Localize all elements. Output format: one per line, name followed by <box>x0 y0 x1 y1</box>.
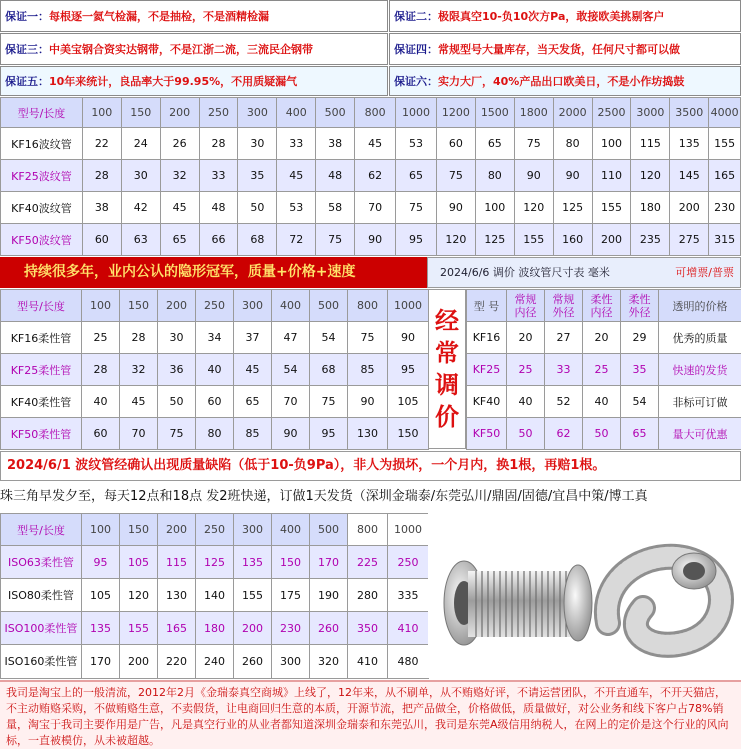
dim-cell: 62 <box>545 418 583 450</box>
note-cell: 非标可订做 <box>659 386 741 418</box>
price-cell: 30 <box>238 128 277 160</box>
price-cell: 150 <box>272 546 310 579</box>
price-cell: 32 <box>160 160 199 192</box>
row-name: KF25柔性管 <box>1 354 82 386</box>
vertical-char: 经 <box>435 307 459 335</box>
coiled-hose <box>607 553 721 645</box>
product-photo <box>428 513 741 678</box>
row-name: ISO100柔性管 <box>1 612 82 645</box>
price-cell: 125 <box>475 224 514 256</box>
price-cell: 65 <box>396 160 437 192</box>
guarantee-label: 保证三： <box>5 43 49 56</box>
dim-cell: 29 <box>621 322 659 354</box>
row-name: KF50波纹管 <box>1 224 83 256</box>
price-cell: 63 <box>121 224 160 256</box>
length-cell: 1000 <box>388 290 429 322</box>
row-name: KF16波纹管 <box>1 128 83 160</box>
length-cell: 800 <box>348 514 388 546</box>
price-cell: 75 <box>348 322 388 354</box>
price-cell: 35 <box>238 160 277 192</box>
price-cell: 45 <box>277 160 316 192</box>
dim-cell: 50 <box>507 418 545 450</box>
price-cell: 155 <box>592 192 631 224</box>
table-row <box>1 224 741 256</box>
price-cell: 90 <box>553 160 592 192</box>
price-cell: 175 <box>272 579 310 612</box>
table-row <box>467 354 741 386</box>
price-cell: 225 <box>348 546 388 579</box>
price-cell: 38 <box>316 128 355 160</box>
length-cell: 3000 <box>631 98 670 128</box>
guarantee-1 <box>0 0 388 32</box>
price-cell: 410 <box>348 645 388 679</box>
dim-cell: 54 <box>621 386 659 418</box>
price-cell: 70 <box>120 418 158 450</box>
guarantee-label: 保证一： <box>5 10 49 23</box>
table-row <box>467 386 741 418</box>
header-cell: 型号/长度 <box>1 290 82 322</box>
price-cell: 66 <box>199 224 238 256</box>
price-cell: 24 <box>121 128 160 160</box>
vertical-char: 常 <box>435 339 459 367</box>
row-name: KF16柔性管 <box>1 322 82 354</box>
guarantee-label: 保证四： <box>394 43 438 56</box>
price-cell: 350 <box>348 612 388 645</box>
length-cell: 2000 <box>553 98 592 128</box>
table-row <box>1 322 429 354</box>
price-cell: 28 <box>120 322 158 354</box>
price-cell: 170 <box>310 546 348 579</box>
bellows-price-table <box>0 97 741 256</box>
row-name: ISO63柔性管 <box>1 546 82 579</box>
slogan-banner: 持续很多年，业内公认的隐形冠军，质量+价格+速度 <box>0 257 427 288</box>
length-cell: 100 <box>82 98 121 128</box>
table-row <box>1 354 429 386</box>
guarantee-text: 每根逐一氦气检漏，不是抽检，不是酒精检漏 <box>49 10 269 23</box>
row-name: ISO160柔性管 <box>1 645 82 679</box>
price-cell: 70 <box>355 192 396 224</box>
price-cell: 34 <box>196 322 234 354</box>
length-cell: 800 <box>355 98 396 128</box>
price-cell: 54 <box>272 354 310 386</box>
table-row <box>467 418 741 450</box>
model-cell: KF50 <box>467 418 507 450</box>
price-cell: 280 <box>348 579 388 612</box>
length-cell: 1200 <box>436 98 475 128</box>
length-cell: 500 <box>310 290 348 322</box>
note-cell: 量大可优惠 <box>659 418 741 450</box>
length-cell: 200 <box>158 290 196 322</box>
price-cell: 135 <box>82 612 120 645</box>
length-cell: 300 <box>238 98 277 128</box>
table-header-row <box>1 290 429 322</box>
price-cell: 135 <box>234 546 272 579</box>
price-cell: 315 <box>709 224 741 256</box>
price-cell: 120 <box>514 192 553 224</box>
length-cell: 400 <box>272 290 310 322</box>
price-cell: 37 <box>234 322 272 354</box>
price-cell: 90 <box>436 192 475 224</box>
table-row <box>1 645 429 679</box>
price-cell: 54 <box>310 322 348 354</box>
row-name: KF40柔性管 <box>1 386 82 418</box>
price-cell: 32 <box>120 354 158 386</box>
price-cell: 42 <box>121 192 160 224</box>
dim-cell: 65 <box>621 418 659 450</box>
table-row <box>1 192 741 224</box>
table-row <box>1 418 429 450</box>
price-cell: 180 <box>196 612 234 645</box>
price-cell: 95 <box>82 546 120 579</box>
price-cell: 70 <box>272 386 310 418</box>
length-cell: 250 <box>196 290 234 322</box>
length-cell: 200 <box>160 98 199 128</box>
vertical-char: 调 <box>435 371 459 399</box>
length-cell: 150 <box>121 98 160 128</box>
length-cell: 1000 <box>396 98 437 128</box>
price-cell: 105 <box>82 579 120 612</box>
dim-cell: 50 <box>583 418 621 450</box>
guarantee-5 <box>0 66 388 96</box>
price-cell: 480 <box>388 645 429 679</box>
note-cell: 优秀的质量 <box>659 322 741 354</box>
length-cell: 2500 <box>592 98 631 128</box>
length-cell: 300 <box>234 514 272 546</box>
price-cell: 125 <box>196 546 234 579</box>
spec-date-note: 2024/6/6 调价 波纹管尺寸表 毫米 <box>440 266 610 279</box>
length-cell: 150 <box>120 514 158 546</box>
price-adjust-vertical <box>428 289 466 449</box>
price-cell: 130 <box>158 579 196 612</box>
price-cell: 65 <box>160 224 199 256</box>
price-cell: 33 <box>277 128 316 160</box>
guarantee-text: 极限真空10-负10次方Pa，敢接欧美挑剔客户 <box>438 10 665 23</box>
price-cell: 200 <box>120 645 158 679</box>
price-cell: 85 <box>234 418 272 450</box>
company-statement: 我司是淘宝上的一般清流，2012年2月《金瑞泰真空商城》上线了，12年来，从不刷单，从不贿赂好评，不请运营团队，不开直通车，不开天猫店，不主动贿赂采购，不做贿赂生意，不卖假货，让电商回归生意的本质，开源节流，把产品做全，价格做低，质量做好，对公业务和线下客户占78%销量，淘宝于我司主要作用是广告，凡是真空行业的从业者都知道深圳金瑞泰和东莞弘川，我司是东莞A级信用纳税人，在网上的定价是这个行业的风向标，一直被模仿，从未被超越。 <box>0 680 741 749</box>
price-cell: 48 <box>199 192 238 224</box>
price-cell: 80 <box>475 160 514 192</box>
shipping-info: 珠三角早发夕至，每天12点和18点 发2班快递，订做1天发货（深圳金瑞泰/东莞弘川/鼎固/固德/宜昌中策/博工真 <box>0 482 741 512</box>
price-cell: 53 <box>277 192 316 224</box>
price-cell: 320 <box>310 645 348 679</box>
header-cell: 型号/长度 <box>1 514 82 546</box>
model-cell: KF16 <box>467 322 507 354</box>
length-cell: 1500 <box>475 98 514 128</box>
price-cell: 200 <box>234 612 272 645</box>
guarantee-label: 保证六： <box>394 75 438 88</box>
price-cell: 120 <box>436 224 475 256</box>
price-cell: 155 <box>120 612 158 645</box>
price-cell: 80 <box>553 128 592 160</box>
price-cell: 135 <box>670 128 709 160</box>
price-cell: 335 <box>388 579 429 612</box>
length-cell: 400 <box>277 98 316 128</box>
price-cell: 58 <box>316 192 355 224</box>
price-cell: 160 <box>553 224 592 256</box>
iso-price-table <box>0 513 429 679</box>
price-cell: 130 <box>348 418 388 450</box>
dim-cell: 20 <box>583 322 621 354</box>
spec-header <box>427 257 741 288</box>
note-cell: 快速的发货 <box>659 354 741 386</box>
length-cell: 150 <box>120 290 158 322</box>
price-cell: 22 <box>82 128 121 160</box>
dim-cell: 27 <box>545 322 583 354</box>
price-cell: 95 <box>396 224 437 256</box>
dim-cell: 33 <box>545 354 583 386</box>
price-cell: 230 <box>709 192 741 224</box>
price-cell: 26 <box>160 128 199 160</box>
dim-cell: 25 <box>583 354 621 386</box>
length-cell: 250 <box>199 98 238 128</box>
price-cell: 90 <box>272 418 310 450</box>
price-cell: 200 <box>670 192 709 224</box>
price-cell: 68 <box>310 354 348 386</box>
table-header-row <box>467 290 741 322</box>
price-cell: 36 <box>158 354 196 386</box>
price-cell: 300 <box>272 645 310 679</box>
table-header-row <box>1 98 741 128</box>
model-cell: KF40 <box>467 386 507 418</box>
price-cell: 38 <box>82 192 121 224</box>
guarantee-text: 常规型号大量库存，当天发货，任何尺寸都可以做 <box>438 43 680 56</box>
length-cell: 200 <box>158 514 196 546</box>
guarantee-text: 中美宝钢合资实达钢带，不是江浙二流，三流民企钢带 <box>49 43 313 56</box>
flex-price-table <box>0 289 429 450</box>
price-cell: 275 <box>670 224 709 256</box>
header-cell: 常规 内径 <box>507 290 545 322</box>
price-cell: 50 <box>238 192 277 224</box>
length-cell: 100 <box>82 514 120 546</box>
price-cell: 165 <box>158 612 196 645</box>
price-cell: 75 <box>436 160 475 192</box>
price-cell: 95 <box>388 354 429 386</box>
guarantee-2 <box>389 0 741 32</box>
price-cell: 90 <box>514 160 553 192</box>
price-cell: 180 <box>631 192 670 224</box>
price-cell: 105 <box>388 386 429 418</box>
price-cell: 165 <box>709 160 741 192</box>
price-cell: 95 <box>310 418 348 450</box>
dim-cell: 52 <box>545 386 583 418</box>
dim-cell: 35 <box>621 354 659 386</box>
price-cell: 150 <box>388 418 429 450</box>
price-cell: 200 <box>592 224 631 256</box>
row-name: KF40波纹管 <box>1 192 83 224</box>
price-cell: 100 <box>592 128 631 160</box>
length-cell: 1800 <box>514 98 553 128</box>
dim-cell: 25 <box>507 354 545 386</box>
price-cell: 60 <box>82 418 120 450</box>
price-cell: 125 <box>553 192 592 224</box>
price-cell: 75 <box>316 224 355 256</box>
price-cell: 105 <box>120 546 158 579</box>
length-cell: 400 <box>272 514 310 546</box>
table-header-row <box>1 514 429 546</box>
price-cell: 40 <box>82 386 120 418</box>
header-cell: 型 号 <box>467 290 507 322</box>
price-cell: 33 <box>199 160 238 192</box>
header-cell: 柔性 内径 <box>583 290 621 322</box>
price-cell: 47 <box>272 322 310 354</box>
price-cell: 155 <box>234 579 272 612</box>
price-cell: 410 <box>388 612 429 645</box>
price-cell: 65 <box>475 128 514 160</box>
price-cell: 28 <box>82 160 121 192</box>
row-name: KF25波纹管 <box>1 160 83 192</box>
price-cell: 240 <box>196 645 234 679</box>
table-row <box>1 160 741 192</box>
price-cell: 140 <box>196 579 234 612</box>
guarantee-label: 保证五： <box>5 75 49 88</box>
length-cell: 1000 <box>388 514 429 546</box>
bellows-illustration <box>428 513 741 678</box>
price-cell: 230 <box>272 612 310 645</box>
price-cell: 60 <box>82 224 121 256</box>
row-name: ISO80柔性管 <box>1 579 82 612</box>
price-cell: 45 <box>355 128 396 160</box>
straight-bellows <box>444 561 592 645</box>
price-cell: 30 <box>121 160 160 192</box>
table-row <box>1 128 741 160</box>
price-cell: 50 <box>158 386 196 418</box>
invoice-note: 可增票/普票 <box>675 266 734 279</box>
price-cell: 45 <box>160 192 199 224</box>
length-cell: 3500 <box>670 98 709 128</box>
table-row <box>1 579 429 612</box>
price-cell: 80 <box>196 418 234 450</box>
price-cell: 30 <box>158 322 196 354</box>
guarantee-6 <box>389 66 741 96</box>
price-cell: 220 <box>158 645 196 679</box>
row-name: KF50柔性管 <box>1 418 82 450</box>
dim-cell: 20 <box>507 322 545 354</box>
guarantee-label: 保证二： <box>394 10 438 23</box>
price-cell: 45 <box>120 386 158 418</box>
header-cell: 常规 外径 <box>545 290 583 322</box>
price-cell: 25 <box>82 322 120 354</box>
price-cell: 260 <box>234 645 272 679</box>
table-row <box>1 546 429 579</box>
price-cell: 115 <box>631 128 670 160</box>
table-row <box>1 612 429 645</box>
length-cell: 500 <box>310 514 348 546</box>
length-cell: 100 <box>82 290 120 322</box>
price-cell: 155 <box>514 224 553 256</box>
price-cell: 75 <box>310 386 348 418</box>
price-cell: 53 <box>396 128 437 160</box>
price-cell: 72 <box>277 224 316 256</box>
price-cell: 90 <box>355 224 396 256</box>
length-cell: 300 <box>234 290 272 322</box>
price-cell: 110 <box>592 160 631 192</box>
price-cell: 28 <box>82 354 120 386</box>
header-cell: 柔性 外径 <box>621 290 659 322</box>
price-cell: 260 <box>310 612 348 645</box>
length-cell: 250 <box>196 514 234 546</box>
dim-cell: 40 <box>507 386 545 418</box>
vertical-char: 价 <box>435 403 459 431</box>
price-cell: 45 <box>234 354 272 386</box>
header-cell: 型号/长度 <box>1 98 83 128</box>
price-cell: 100 <box>475 192 514 224</box>
length-cell: 800 <box>348 290 388 322</box>
price-cell: 120 <box>120 579 158 612</box>
price-cell: 155 <box>709 128 741 160</box>
price-cell: 75 <box>158 418 196 450</box>
price-cell: 250 <box>388 546 429 579</box>
quality-notice: 2024/6/1 波纹管经确认出现质量缺陷（低于10-负9Pa），非人为损坏，一个月内，换1根，再赔1根。 <box>0 451 741 481</box>
model-cell: KF25 <box>467 354 507 386</box>
price-cell: 190 <box>310 579 348 612</box>
table-row <box>1 386 429 418</box>
length-cell: 4000 <box>709 98 741 128</box>
price-cell: 115 <box>158 546 196 579</box>
guarantee-text: 10年来统计，良品率大于99.95%，不用质疑漏气 <box>49 75 298 88</box>
price-cell: 65 <box>234 386 272 418</box>
header-cell: 透明的价格 <box>659 290 741 322</box>
price-cell: 85 <box>348 354 388 386</box>
price-cell: 28 <box>199 128 238 160</box>
price-cell: 145 <box>670 160 709 192</box>
price-cell: 68 <box>238 224 277 256</box>
price-cell: 48 <box>316 160 355 192</box>
price-cell: 90 <box>388 322 429 354</box>
price-cell: 62 <box>355 160 396 192</box>
guarantee-text: 实力大厂，40%产品出口欧美日，不是小作坊捣鼓 <box>438 75 685 88</box>
price-cell: 75 <box>396 192 437 224</box>
spec-table <box>466 289 741 450</box>
price-cell: 75 <box>514 128 553 160</box>
guarantee-4 <box>389 33 741 65</box>
price-cell: 60 <box>436 128 475 160</box>
length-cell: 500 <box>316 98 355 128</box>
price-cell: 120 <box>631 160 670 192</box>
price-cell: 235 <box>631 224 670 256</box>
price-cell: 90 <box>348 386 388 418</box>
dim-cell: 40 <box>583 386 621 418</box>
price-cell: 60 <box>196 386 234 418</box>
guarantee-3 <box>0 33 388 65</box>
price-cell: 170 <box>82 645 120 679</box>
price-cell: 40 <box>196 354 234 386</box>
table-row <box>467 322 741 354</box>
